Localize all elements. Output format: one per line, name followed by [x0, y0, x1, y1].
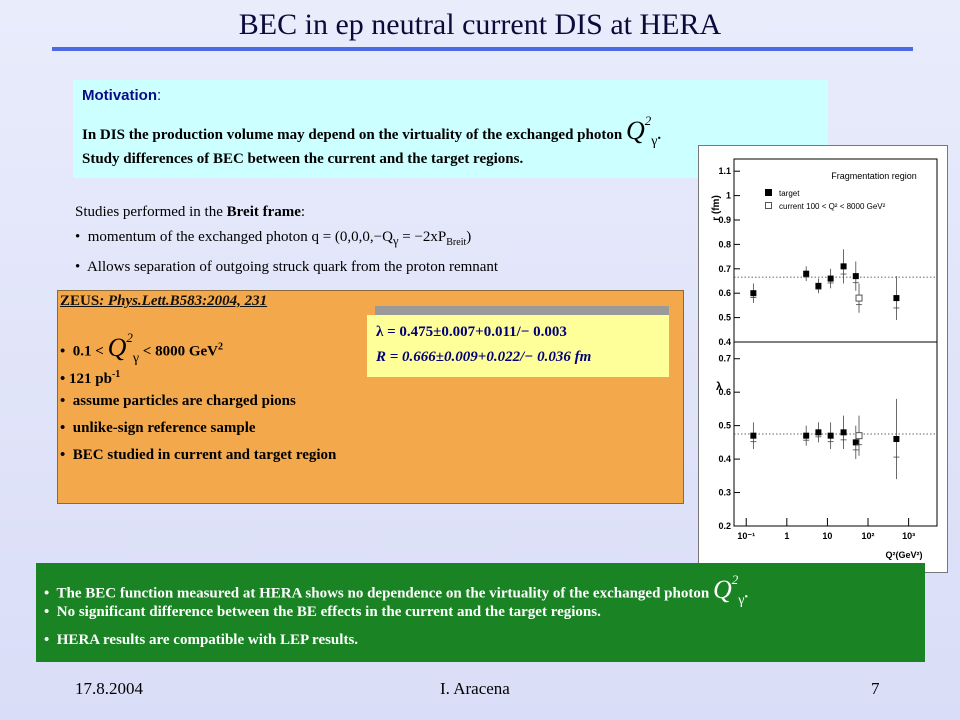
data-point-lambda-target-1	[803, 433, 809, 439]
y-tick-label-r-5: 0.6	[718, 288, 731, 299]
figure-title: Fragmentation region	[831, 171, 917, 181]
zeus-list	[60, 323, 336, 469]
data-point-r-target-0	[750, 290, 756, 296]
data-point-r-target-4	[841, 263, 847, 269]
zeus-item-regions: • BEC studied in current and target region	[60, 447, 337, 463]
data-point-lambda-target-2	[815, 429, 821, 435]
data-point-lambda-target-6	[893, 436, 899, 442]
zeus-item-reference: • unlike-sign reference sample	[60, 420, 256, 436]
data-point-lambda-target-0	[750, 433, 756, 439]
slide-title: BEC in ep neutral current DIS at HERA	[238, 8, 722, 41]
q2-symbol: $Q^2_\gamma$	[712, 572, 745, 608]
zeus-item-luminosity: • 121 $pb^{-1}$	[60, 369, 121, 387]
footer-author: I. Aracena	[440, 679, 510, 698]
ylabel-top: r (fm)	[711, 195, 722, 221]
y-tick-label-r-1: 1	[725, 190, 731, 201]
ylabel-bottom: λ	[715, 381, 723, 393]
zeus-citation: ZEUS: Phys.Lett.B583:2004, 231	[60, 293, 268, 309]
data-point-lambda-target-4	[841, 429, 847, 435]
result-R: R = 0.666±0.009+0.022/− 0.036 fm	[376, 349, 592, 365]
y-tick-label-r-2: 0.9	[718, 215, 731, 225]
motivation-heading: Motivation:	[82, 87, 162, 104]
y-tick-label-r-6: 0.5	[718, 312, 731, 323]
data-point-lambda-target-3	[828, 433, 834, 439]
x-tick-label-4: 10³	[902, 531, 916, 541]
xlabel: Q²(GeV²)	[885, 550, 923, 560]
legend-current-marker	[766, 203, 772, 209]
title-rule	[52, 47, 913, 51]
fragmentation-plot	[699, 146, 947, 572]
y-tick-label-r-0: 1.1	[718, 166, 731, 177]
q2-symbol: $Q^2_\gamma$	[107, 330, 140, 366]
legend-current-label: current 100 < Q² < 8000 GeV²	[779, 202, 886, 211]
y-tick-label-lambda-5: 0.2	[718, 521, 731, 531]
y-tick-label-lambda-2: 0.5	[718, 420, 731, 431]
legend-target-label: target	[779, 189, 800, 198]
data-point-lambda-current-0	[856, 433, 862, 439]
motivation-line-1: In DIS the production volume may depend on the virtuality of the exchanged photon $Q^2_\gamma$.	[82, 113, 662, 150]
y-tick-label-r-4: 0.7	[718, 263, 731, 274]
studies-bullet-1: • momentum of the exchanged photon $q = (0,0,0,-Q_\gamma = -2xP_{Breit})$	[75, 229, 472, 248]
plot-frame-r	[734, 159, 937, 342]
y-tick-label-lambda-3: 0.4	[718, 454, 731, 465]
data-point-r-target-1	[803, 271, 809, 277]
conclusion-2: • No significant difference between the BE effects in the current and the target regions.	[44, 604, 601, 620]
y-tick-label-r-7: 0.4	[718, 337, 731, 347]
studies-bullet-2: • Allows separation of outgoing struck quark from the proton remnant	[75, 259, 499, 275]
zeus-item-pions: • assume particles are charged pions	[60, 393, 296, 409]
footer-date: 17.8.2004	[75, 679, 143, 698]
studies-intro: Studies performed in the Breit frame:	[75, 204, 306, 220]
conclusion-3: • HERA results are compatible with LEP results.	[44, 632, 359, 648]
y-tick-label-r-3: 0.8	[718, 239, 731, 250]
result-box	[367, 315, 669, 377]
x-tick-label-0: 10⁻¹	[737, 531, 756, 541]
conclusions-list	[44, 570, 748, 654]
zeus-item-q2-range: • $0.1 < Q^2_\gamma < 8000$ GeV$^2$	[60, 330, 224, 366]
x-tick-label-2: 10	[822, 531, 833, 541]
data-point-r-current-0	[856, 295, 862, 301]
fragmentation-figure	[698, 145, 948, 573]
motivation-line-2: Study differences of BEC between the current and the target regions.	[82, 151, 524, 167]
data-point-r-target-3	[828, 276, 834, 282]
result-lambda: λ = 0.475±0.007+0.011/− 0.003	[376, 324, 567, 340]
footer-page-number: 7	[871, 679, 880, 698]
y-tick-label-lambda-0: 0.7	[718, 353, 731, 364]
conclusion-1: • The BEC function measured at HERA shows no dependence on the virtuality of the exchanged photon $Q^2_\gamma$.	[44, 572, 749, 608]
data-point-r-target-5	[853, 273, 859, 279]
y-tick-label-lambda-1: 0.6	[718, 387, 731, 398]
y-tick-label-lambda-4: 0.3	[718, 487, 731, 498]
x-tick-label-3: 10²	[861, 531, 875, 541]
conclusions-box	[36, 563, 925, 662]
data-point-r-target-2	[815, 283, 821, 289]
q2-symbol: $Q^2_\gamma$	[625, 113, 658, 150]
data-point-r-target-6	[893, 295, 899, 301]
legend-target-marker	[765, 189, 772, 196]
studies-text	[75, 200, 498, 280]
x-tick-label-1: 1	[784, 531, 790, 541]
